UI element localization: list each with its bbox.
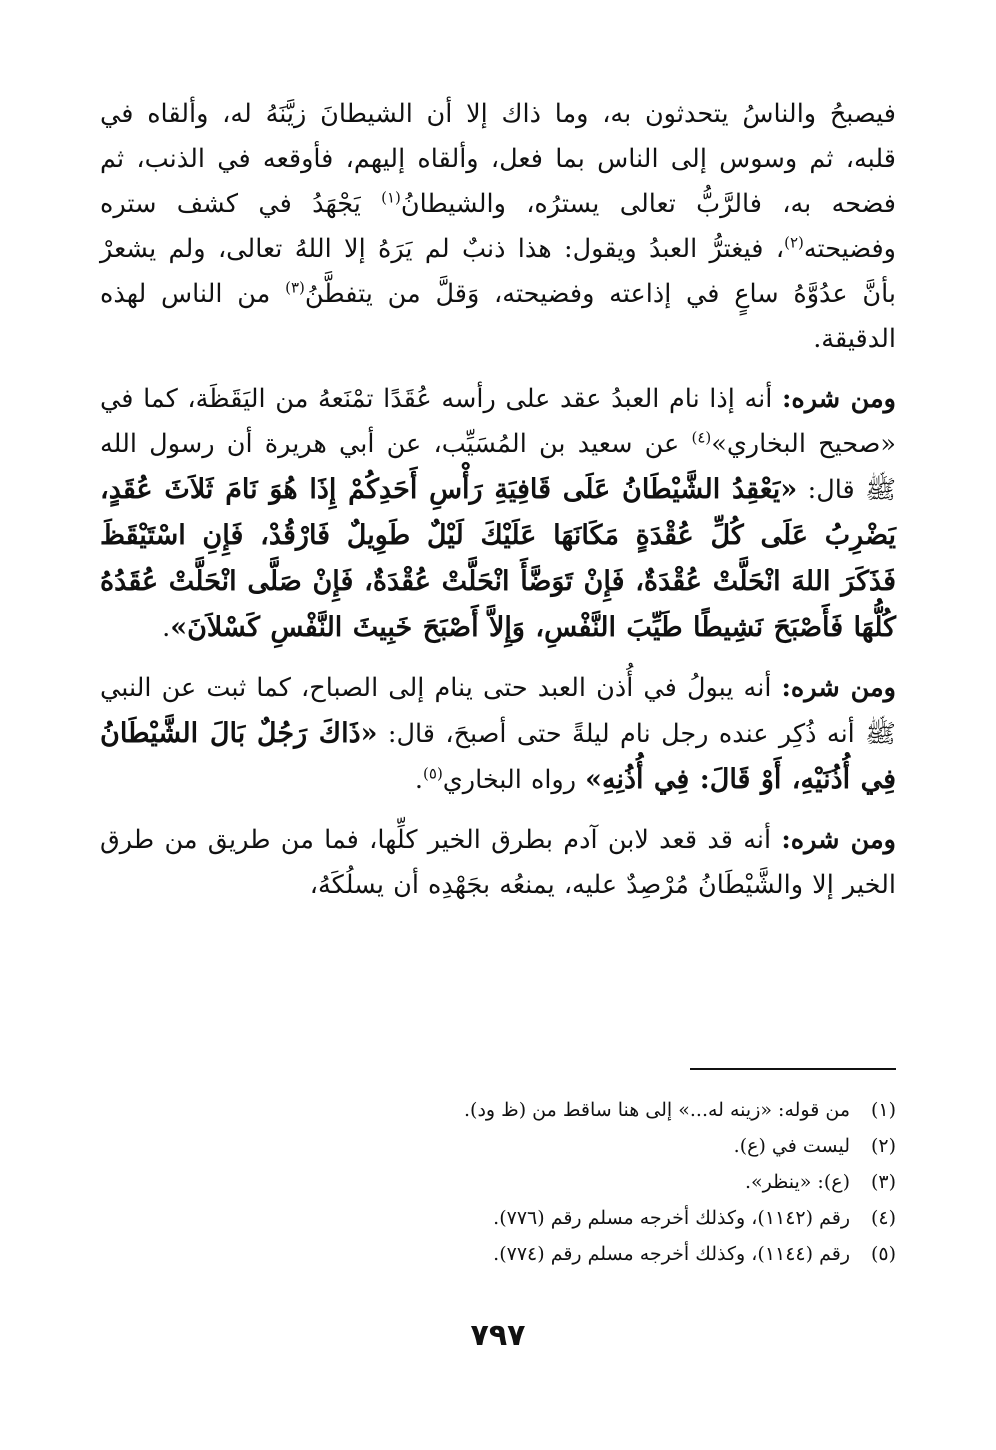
- paragraph-text: .: [414, 765, 424, 795]
- footnote-marker: (٢): [784, 233, 804, 252]
- section-lead: ومن شره:: [781, 825, 896, 855]
- footnote-marker: (٥): [423, 764, 443, 783]
- paragraph-text: أنه يبولُ في أُذن العبد حتى ينام إلى الصباح، كما ثبت عن النبي ﷺ أنه ذُكِر عنده رجل نام ليلةً حتى أصبحَ، قال:: [100, 673, 896, 749]
- footnote-item: [100, 1236, 896, 1272]
- footnote-text: (ع): «ينظر».: [745, 1171, 850, 1193]
- paragraph-text: عن سعيد بن المُسَيِّب، عن أبي هريرة أن رسول الله ﷺ قال:: [100, 429, 896, 505]
- paragraph-text: أنه إذا نام العبدُ عقد على رأسه عُقَدًا تمْنَعهُ من اليَقَظَة، كما في «صحيح البخاري»: [100, 384, 896, 459]
- paragraph-text: رواه البخاري: [442, 765, 586, 795]
- footnote-number: (٣): [870, 1171, 896, 1193]
- footnote-marker: (٣): [285, 278, 305, 297]
- footnote-item: [100, 1092, 896, 1128]
- main-text: [100, 92, 896, 923]
- footnote-text: ليست في (ع).: [733, 1135, 850, 1157]
- section-lead: ومن شره:: [781, 384, 896, 414]
- footnote-marker: (٤): [691, 428, 712, 447]
- footnote-item: [100, 1164, 896, 1200]
- paragraph-3: [100, 666, 896, 803]
- section-lead: ومن شره:: [781, 673, 896, 703]
- footnote-marker: (١): [381, 188, 401, 207]
- footnote-number: (٤): [870, 1207, 896, 1229]
- paragraph-text: أنه قد قعد لابن آدم بطرق الخير كلِّها، فما من طريق من طرق الخير إلا والشَّيْطَانُ مُرْصِدٌ عليه، يمنعُه بجَهْدِه أن يسلُكَهُ،: [100, 825, 896, 900]
- paragraph-text: يَجْهَدُ في كشف ستره وفضيحته: [100, 189, 896, 264]
- paragraph-2: [100, 377, 896, 651]
- paragraph-text: من الناس لهذه الدقيقة.: [100, 279, 896, 354]
- page-number: ٧٩٧: [470, 1318, 526, 1353]
- footnote-text: رقم (١١٤٢)، وكذلك أخرجه مسلم رقم (٧٧٦).: [493, 1207, 850, 1229]
- footnote-divider: [690, 1068, 896, 1070]
- paragraph-text: ، فيغترُّ العبدُ ويقول: هذا ذنبٌ لم يَرَهُ إلا اللهُ تعالى، ولم يشعرْ بأنَّ عدُوَّهُ ساعٍ في إذاعته وفضيحته، وَقلَّ من يتفطَّنُ: [100, 234, 896, 309]
- footnotes-list: [100, 1092, 896, 1272]
- footnote-text: رقم (١١٤٤)، وكذلك أخرجه مسلم رقم (٧٧٤).: [493, 1243, 850, 1265]
- hadith-quote: «يَعْقِدُ الشَّيْطَانُ عَلَى قَافِيَةِ رَأْسِ أَحَدِكُمْ إِذَا هُوَ نَامَ ثَلاَثَ عُقَدٍ، يَضْرِبُ عَلَى كُلِّ عُقْدَةٍ مَكَانَهَا عَلَيْكَ لَيْلٌ طَوِيلٌ فَارْقُدْ، فَإِنِ اسْتَيْقَظَ فَذَكَرَ اللهَ انْحَلَّتْ عُقْدَةٌ، فَإِنْ تَوَضَّأَ انْحَلَّتْ عُقْدَةٌ، فَإِنْ صَلَّى انْحَلَّتْ عُقَدُهُ كُلُّهَا فَأَصْبَحَ نَشِيطًا طَيِّبَ النَّفْسِ، وَإِلاَّ أَصْبَحَ خَبِيثَ النَّفْسِ كَسْلاَنَ»: [100, 474, 896, 643]
- footnote-text: من قوله: «زينه له...» إلى هنا ساقط من (ظ ود).: [464, 1099, 850, 1121]
- footnote-item: [100, 1200, 896, 1236]
- paragraph-text: .: [162, 613, 171, 643]
- paragraph-text: فيصبحُ والناسُ يتحدثون به، وما ذاك إلا أن الشيطانَ زيَّنَهُ له، وألقاه في قلبه، ثم وسوس إلى الناس بما فعل، وألقاه إليهم، فأوقعه في الذنب، ثم فضحه به، فالرَّبُّ تعالى يسترُه، والشيطانُ: [100, 99, 896, 219]
- paragraph-4: [100, 818, 896, 908]
- footnote-number: (٢): [870, 1135, 896, 1157]
- footnote-number: (١): [870, 1099, 896, 1121]
- hadith-quote: «ذَاكَ رَجُلٌ بَالَ الشَّيْطَانُ فِي أُذُنَيْهِ، أَوْ قَالَ: فِي أُذُنِهِ»: [100, 718, 896, 795]
- footnote-number: (٥): [870, 1243, 896, 1265]
- footnote-item: [100, 1128, 896, 1164]
- paragraph-1: [100, 92, 896, 362]
